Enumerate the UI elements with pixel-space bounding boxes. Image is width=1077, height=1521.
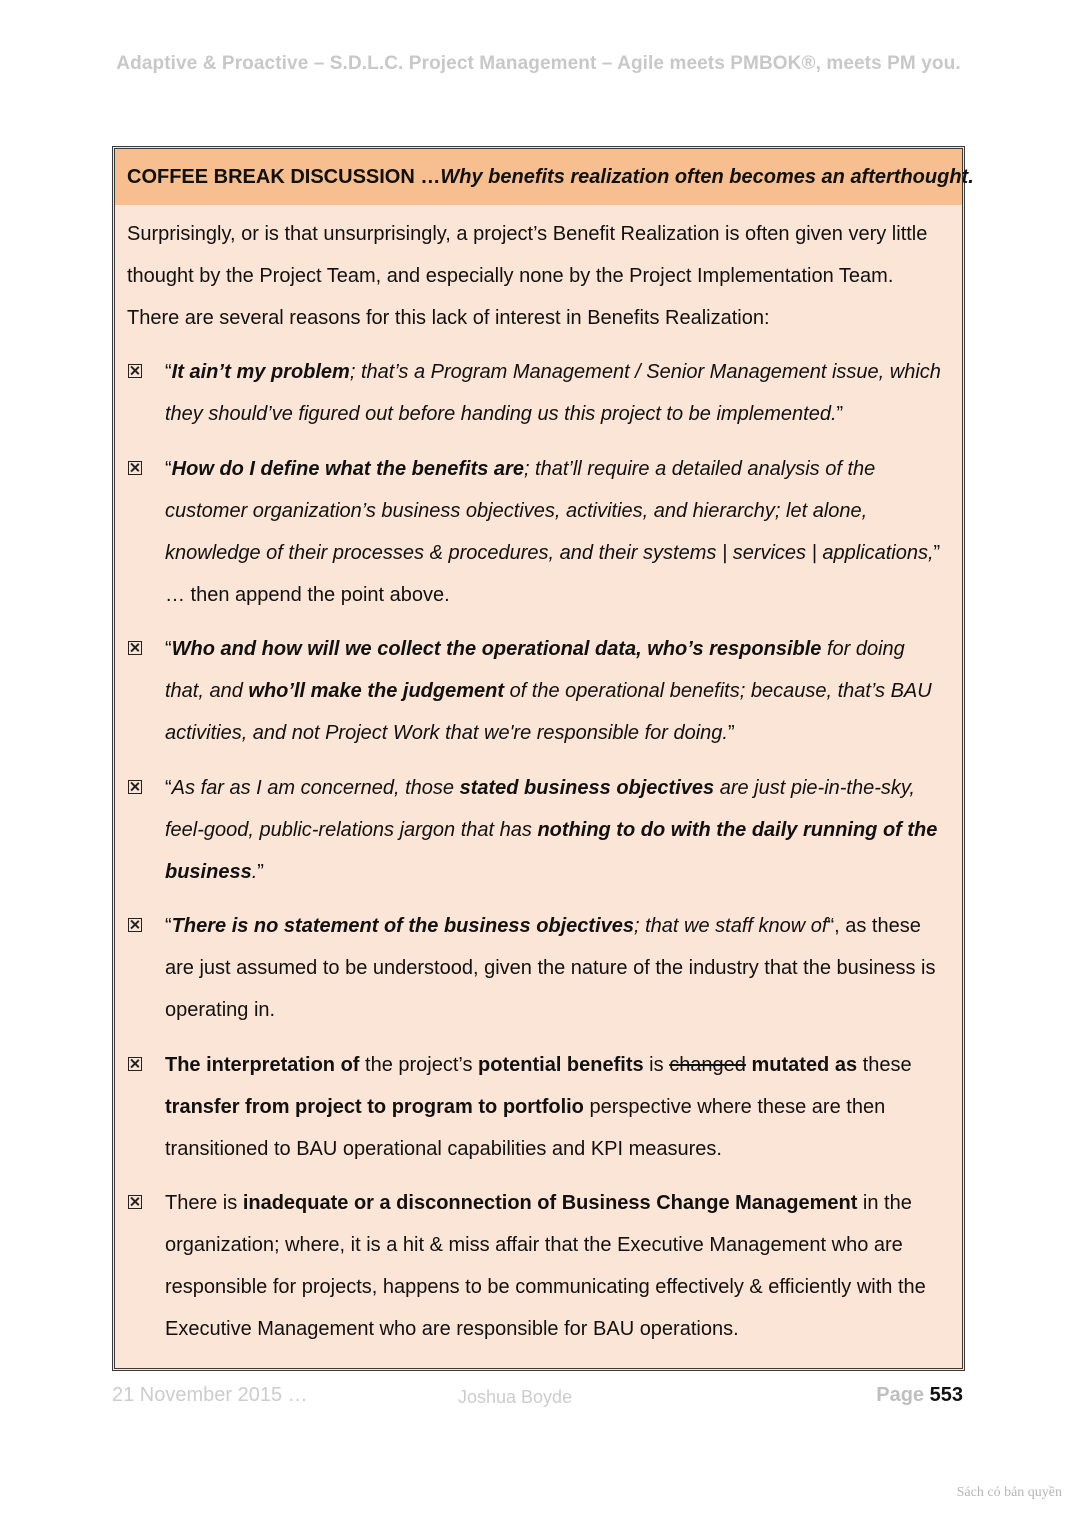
checkbox-x-icon bbox=[128, 461, 142, 475]
reason-text: ; that’ll require a detailed analysis of the customer organization’s business objectives, activities, and hierarchy; let alone, knowledge of their processes & procedures, and their systems | services | applications, bbox=[165, 457, 934, 564]
list-item bbox=[127, 448, 948, 616]
footer-date: 21 November 2015 … bbox=[112, 1384, 308, 1406]
quote-mark: “ bbox=[165, 457, 172, 480]
reason-text: these bbox=[857, 1053, 912, 1076]
box-title-label: COFFEE BREAK DISCUSSION … bbox=[127, 165, 441, 188]
page-label: Page bbox=[876, 1384, 925, 1406]
quote-mark: “ bbox=[165, 361, 172, 383]
list-item bbox=[127, 628, 948, 754]
reason-text: perspective where these are then transitioned to BAU operational capabilities and KPI measures. bbox=[165, 1095, 886, 1160]
reason-emphasis: transfer from project to program to portfolio bbox=[165, 1095, 584, 1118]
reason-emphasis: inadequate or a disconnection of Business Change Management bbox=[242, 1192, 858, 1214]
list-item bbox=[127, 767, 948, 893]
box-title bbox=[115, 149, 974, 205]
watermark: Sách có bản quyền bbox=[956, 1485, 1062, 1500]
checkbox-x-icon bbox=[128, 1195, 142, 1209]
quote-mark: ” bbox=[836, 403, 844, 425]
reason-text: the project’s bbox=[359, 1053, 479, 1076]
reason-emphasis: who’ll make the judgement bbox=[248, 680, 505, 702]
reason-tail: “, as these are just assumed to be understood, given the nature of the industry that the business is operating in. bbox=[165, 915, 936, 1021]
box-title-subtitle: Why benefits realization often becomes an afterthought. bbox=[440, 165, 974, 188]
quote-mark: “ bbox=[165, 776, 172, 799]
reason-emphasis: It ain’t my problem bbox=[171, 361, 350, 383]
reasons-list bbox=[115, 351, 962, 1350]
page-number bbox=[876, 1384, 963, 1407]
footer-author: Joshua Boyde bbox=[458, 1387, 573, 1407]
reason-text: ; that’s a Program Management / Senior Management issue, which they should’ve figured out before handing us this project to be implemented. bbox=[165, 361, 941, 425]
reason-text: for doing that, and bbox=[165, 638, 905, 702]
reason-text: ; that we staff know of bbox=[634, 915, 828, 937]
reason-text: of the operational benefits; because, that’s BAU activities, and not Project Work that we're responsible for doing. bbox=[165, 680, 932, 744]
intro-paragraph: Surprisingly, or is that unsurprisingly, a project’s Benefit Realization is often given very little thought by the Project Team, and especially none by the Project Implementation Team. There are several reasons for this lack of interest in Benefits Realization: bbox=[127, 223, 928, 329]
list-item bbox=[127, 905, 948, 1031]
reason-text: in the organization; where, it is a hit & miss affair that the Executive Management who are responsible for projects, happens to be communicating effectively & efficiently with the Executive Management who are responsible for BAU operations. bbox=[165, 1192, 926, 1340]
list-item bbox=[127, 351, 948, 435]
checkbox-x-icon bbox=[128, 364, 142, 378]
struck-word: changed bbox=[669, 1053, 746, 1076]
reason-text: is bbox=[643, 1053, 670, 1076]
reason-emphasis: potential benefits bbox=[478, 1053, 644, 1076]
reason-emphasis: nothing to do with the daily running of the business bbox=[165, 818, 938, 883]
reason-emphasis: How do I define what the benefits are bbox=[171, 457, 524, 480]
reason-emphasis: Who and how will we collect the operational data, who’s responsible bbox=[171, 638, 822, 660]
quote-mark: “ bbox=[165, 915, 172, 937]
reason-emphasis: The interpretation of bbox=[165, 1053, 360, 1076]
checkbox-x-icon bbox=[128, 780, 142, 794]
reason-emphasis: mutated as bbox=[745, 1053, 858, 1076]
page-number-value: 553 bbox=[929, 1384, 963, 1406]
checkbox-x-icon bbox=[128, 641, 142, 655]
reason-emphasis: stated business objectives bbox=[459, 776, 715, 799]
reason-emphasis: There is no statement of the business objectives bbox=[171, 915, 635, 937]
list-item bbox=[127, 1182, 948, 1350]
reason-text: . bbox=[251, 860, 258, 883]
quote-mark: “ bbox=[165, 638, 172, 660]
reason-tail: ” … then append the point above. bbox=[165, 541, 941, 606]
coffee-break-box bbox=[112, 146, 974, 1371]
running-header: Adaptive & Proactive – S.D.L.C. Project Management – Agile meets PMBOK®, meets PM you. bbox=[116, 53, 961, 74]
quote-mark: ” bbox=[257, 860, 264, 883]
list-item bbox=[127, 1044, 948, 1170]
quote-mark: ” bbox=[727, 722, 735, 744]
checkbox-x-icon bbox=[128, 1057, 142, 1071]
reason-text: There is bbox=[165, 1192, 243, 1214]
reason-text: are just pie-in-the-sky, feel-good, public-relations jargon that has bbox=[165, 776, 915, 841]
checkbox-x-icon bbox=[128, 918, 142, 932]
reason-text: As far as I am concerned, those bbox=[171, 776, 460, 799]
